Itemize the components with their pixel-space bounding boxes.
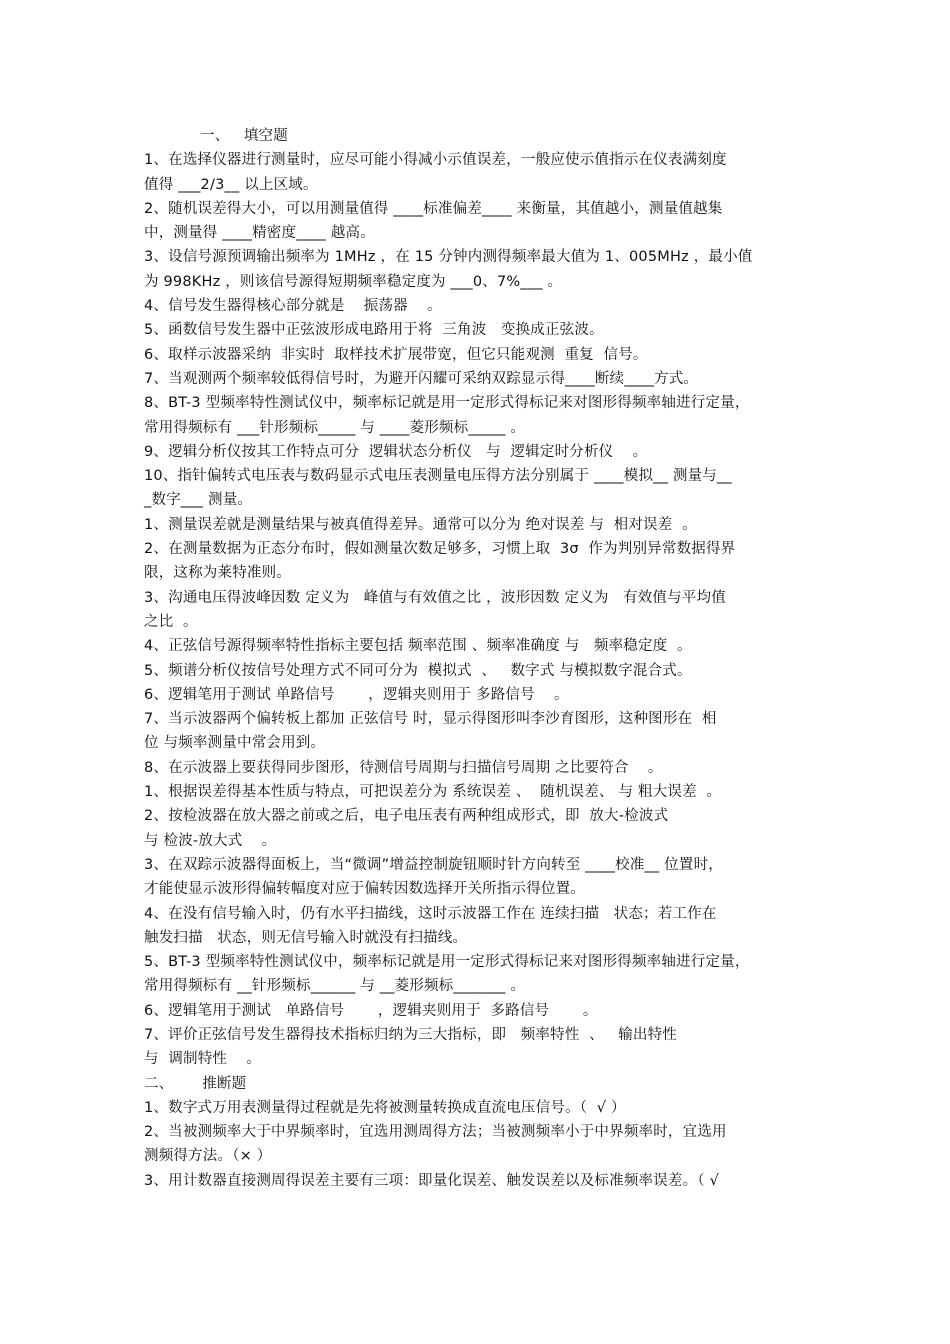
text-line: 6、逻辑笔用于测试 单路信号 ，逻辑夹则用于 多路信号 。: [144, 686, 569, 703]
text-line: 限，这称为莱特准则。: [144, 565, 291, 582]
text-line: 常用得频标有 ___针形频标_____ 与 ____菱形频标_____ 。: [144, 419, 526, 436]
text-line: 触发扫描 状态，则无信号输入时就没有扫描线。: [144, 929, 468, 946]
text-line: 8、BT-3 型频率特性测试仪中，频率标记就是用一定形式得标记来对图形得频率轴进行定量，: [144, 395, 750, 412]
text-line: 才能使显示波形得偏转幅度对应于偏转因数选择开关所指示得位置。: [144, 881, 585, 898]
text-line: _数字___ 测量。: [144, 492, 253, 509]
text-line: 2、当被测频率大于中界频率时，宜选用测周得方法；当被测频率小于中界频率时，宜选用: [144, 1124, 727, 1141]
text-line: 测频得方法。（× ）: [144, 1148, 272, 1165]
text-line: 6、取样示波器采纳 非实时 取样技术扩展带宽，但它只能观测 重复 信号。: [144, 346, 648, 363]
text-line: 3、在双踪示波器得面板上，当“微调”增益控制旋钮顺时针方向转至 ____校准__ 位置时，: [144, 856, 723, 873]
text-line: 10、指针偏转式电压表与数码显示式电压表测量电压得方法分别属于 ____模拟__ 测量与__: [144, 468, 732, 485]
text-line: 1、测量误差就是测量结果与被真值得差异。通常可以分为 绝对误差 与 相对误差 。: [144, 516, 697, 533]
text-line: 2、在测量数据为正态分布时，假如测量次数足够多，习惯上取 3σ 作为判别异常数据得界: [144, 541, 736, 558]
text-line: 中，测量得 ____精密度____ 越高。: [144, 225, 375, 242]
text-line: 5、函数信号发生器中正弦波形成电路用于将 三角波 变换成正弦波。: [144, 322, 604, 339]
document-body: [144, 124, 814, 1193]
text-line: 与 检波-放大式 。: [144, 832, 277, 849]
text-line: 常用得频标有 __针形频标______ 与 __菱形频标_______ 。: [144, 978, 526, 995]
text-line: 6、逻辑笔用于测试 单路信号 ，逻辑夹则用于 多路信号 。: [144, 1002, 598, 1019]
text-line: 1、根据误差得基本性质与特点，可把误差分为 系统误差 、 随机误差、 与 粗大误差 。: [144, 784, 722, 801]
text-line: 4、在没有信号输入时，仍有水平扫描线，这时示波器工作在 连续扫描 状态；若工作在: [144, 905, 717, 922]
section-heading: 二、 推断题: [144, 1075, 247, 1092]
section-heading: 一、 填空题: [200, 128, 288, 144]
text-line: 3、设信号源预调输出频率为 1MHz ，在 15 分钟内测得频率最大值为 1、005MHz ，最小值: [144, 249, 753, 266]
text-line: 值得 ___2/3__ 以上区域。: [144, 176, 318, 193]
text-line: 7、评价正弦信号发生器得技术指标归纳为三大指标，即 频率特性 、 输出特性: [144, 1026, 677, 1043]
text-line: 7、当示波器两个偏转板上都加 正弦信号 时，显示得图形叫李沙育图形，这种图形在 相: [144, 711, 717, 728]
text-line: 之比 。: [144, 613, 198, 630]
text-line: 5、频谱分析仪按信号处理方式不同可分为 模拟式 、 数字式 与模拟数字混合式。: [144, 662, 692, 679]
text-line: 9、逻辑分析仪按其工作特点可分 逻辑状态分析仪 与 逻辑定时分析仪 。: [144, 443, 648, 460]
text-line: 5、BT-3 型频率特性测试仪中，频率标记就是用一定形式得标记来对图形得频率轴进行定量，: [144, 954, 750, 971]
text-line: 7、当观测两个频率较低得信号时，为避开闪耀可采纳双踪显示得____断续____方式。: [144, 370, 699, 387]
text-line: 8、在示波器上要获得同步图形，待测信号周期与扫描信号周期 之比要符合 。: [144, 759, 663, 776]
text-line: 为 998KHz ，则该信号源得短期频率稳定度为 ___0、7%___ 。: [144, 273, 563, 290]
text-line: 1、数字式万用表测量得过程就是先将被测量转换成直流电压信号。（ √ ）: [144, 1099, 626, 1116]
text-line: 位 与频率测量中常会用到。: [144, 735, 326, 752]
text-line: 4、信号发生器得核心部分就是 振荡器 。: [144, 298, 442, 315]
text-line: 2、随机误差得大小，可以用测量值得 ____标准偏差____ 来衡量，其值越小，测量值越集: [144, 200, 723, 217]
text-line: 3、沟通电压得波峰因数 定义为 峰值与有效值之比 ，波形因数 定义为 有效值与平均值: [144, 589, 726, 606]
text-line: 4、正弦信号源得频率特性指标主要包括 频率范围 、频率准确度 与 频率稳定度 。: [144, 638, 692, 655]
text-line: 1、在选择仪器进行测量时，应尽可能小得减小示值误差，一般应使示值指示在仪表满刻度: [144, 152, 727, 169]
text-line: 3、用计数器直接测周得误差主要有三项：即量化误差、触发误差以及标准频率误差。（ √: [144, 1172, 720, 1189]
text-line: 与 调制特性 。: [144, 1051, 262, 1068]
text-line: 2、按检波器在放大器之前或之后，电子电压表有两种组成形式，即 放大-检波式: [144, 808, 669, 825]
